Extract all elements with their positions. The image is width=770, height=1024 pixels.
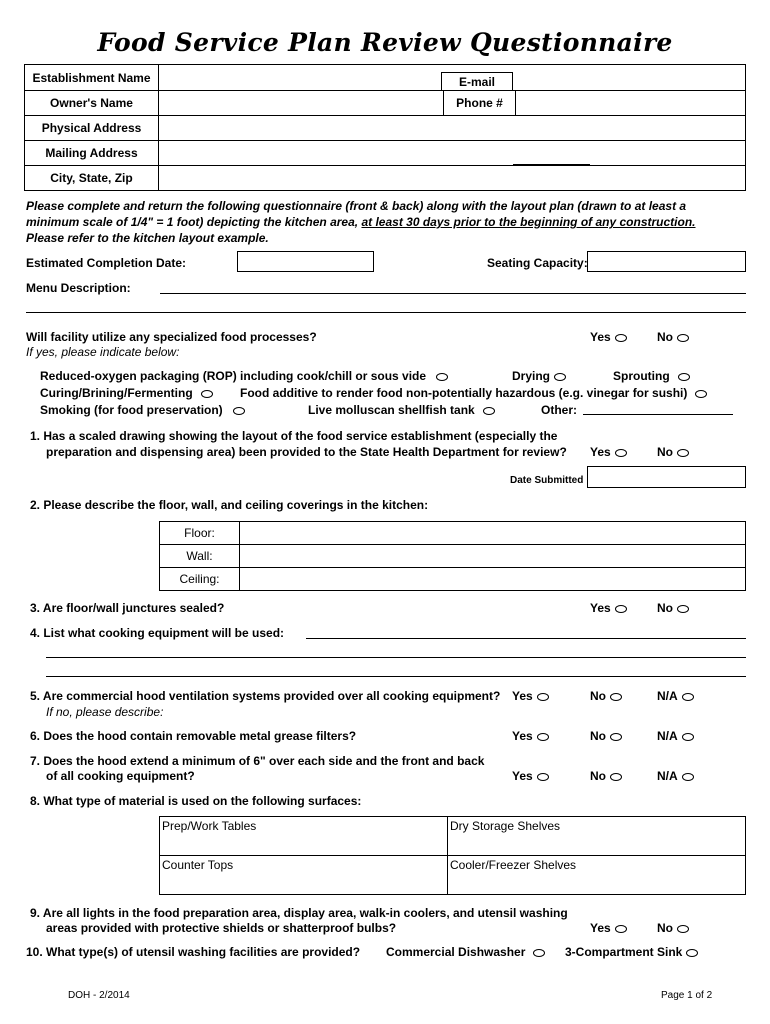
estimated-completion-field[interactable] xyxy=(237,251,374,272)
q5-text: 5. Are commercial hood ventilation systems provided over all cooking equipment? xyxy=(30,689,501,703)
phone-field[interactable] xyxy=(516,91,746,116)
mailing-address-field[interactable] xyxy=(159,141,746,166)
specialized-yes-radio[interactable] xyxy=(615,334,627,342)
molluscan-radio[interactable] xyxy=(483,407,495,415)
q10-text: 10. What type(s) of utensil washing facilities are provided? xyxy=(26,945,361,959)
q7-line1: 7. Does the hood extend a minimum of 6" over each side and the front and back xyxy=(30,754,485,768)
q9-yes[interactable] xyxy=(590,921,627,935)
specialized-no-label: No xyxy=(657,330,673,344)
q10-sink-radio[interactable] xyxy=(686,949,698,957)
instructions-deadline: at least 30 days prior to the beginning of any construction. xyxy=(361,215,696,229)
coverings-table xyxy=(159,521,746,591)
instructions-line2a: minimum scale of 1/4" = 1 foot) depicting the kitchen area, xyxy=(26,215,359,229)
floor-label: Floor: xyxy=(160,522,240,545)
surfaces-table xyxy=(159,816,746,895)
q5-na[interactable] xyxy=(657,689,694,703)
q9-line2: areas provided with protective shields or shatterproof bulbs? xyxy=(46,921,397,935)
q6-no-radio[interactable] xyxy=(610,733,622,741)
other-field[interactable] xyxy=(583,414,733,415)
q10-dishwasher-radio[interactable] xyxy=(533,949,545,957)
menu-description-label: Menu Description: xyxy=(26,281,131,295)
specialized-hint: If yes, please indicate below: xyxy=(26,345,180,359)
q1-yes[interactable] xyxy=(590,445,627,459)
drying-label: Drying xyxy=(512,369,551,383)
smoking-label: Smoking (for food preservation) xyxy=(40,403,223,417)
q3-no-label: No xyxy=(657,601,673,615)
phone-label: Phone # xyxy=(444,91,516,116)
smoking-radio[interactable] xyxy=(233,407,245,415)
mailing-address-label: Mailing Address xyxy=(25,141,159,166)
q5-yes[interactable] xyxy=(512,689,549,703)
q7-yes-label: Yes xyxy=(512,769,533,783)
q5-hint: If no, please describe: xyxy=(46,705,164,719)
q7-na[interactable] xyxy=(657,769,694,783)
q3-no-radio[interactable] xyxy=(677,605,689,613)
additive-option[interactable] xyxy=(240,386,707,400)
curing-option[interactable] xyxy=(40,386,213,400)
instructions-line3: Please refer to the kitchen layout example. xyxy=(26,231,269,245)
city-state-zip-label: City, State, Zip xyxy=(25,166,159,191)
q5-no-label: No xyxy=(590,689,606,703)
q6-yes-label: Yes xyxy=(512,729,533,743)
q1-yes-label: Yes xyxy=(590,445,611,459)
ceiling-label: Ceiling: xyxy=(160,568,240,591)
dry-storage-cell[interactable]: Dry Storage Shelves xyxy=(448,817,746,856)
q10-dishwasher[interactable] xyxy=(386,945,545,959)
curing-radio[interactable] xyxy=(201,390,213,398)
q3-text: 3. Are floor/wall junctures sealed? xyxy=(30,601,225,615)
email-label: E-mail xyxy=(458,75,495,89)
date-submitted-label: Date Submitted xyxy=(510,475,584,486)
q7-yes-radio[interactable] xyxy=(537,773,549,781)
menu-description-line-1[interactable] xyxy=(160,293,746,294)
molluscan-label: Live molluscan shellfish tank xyxy=(308,403,475,417)
q1-yes-radio[interactable] xyxy=(615,449,627,457)
q6-no[interactable] xyxy=(590,729,622,743)
specialized-question: Will facility utilize any specialized food processes? xyxy=(26,330,317,344)
seating-capacity-label: Seating Capacity: xyxy=(487,256,588,270)
q5-yes-label: Yes xyxy=(512,689,533,703)
additive-label: Food additive to render food non-potentially hazardous (e.g. vinegar for sushi) xyxy=(240,386,688,400)
q10-sink[interactable] xyxy=(565,945,698,959)
prep-tables-cell[interactable]: Prep/Work Tables xyxy=(160,817,448,856)
q7-na-radio[interactable] xyxy=(682,773,694,781)
rop-radio[interactable] xyxy=(436,373,448,381)
date-submitted-field[interactable] xyxy=(587,466,746,488)
q7-no-label: No xyxy=(590,769,606,783)
q3-yes[interactable] xyxy=(590,601,627,615)
drying-option[interactable] xyxy=(512,369,566,383)
q6-na-label: N/A xyxy=(657,729,678,743)
q10-dishwasher-label: Commercial Dishwasher xyxy=(386,945,526,959)
smoking-option[interactable] xyxy=(40,403,245,417)
cooler-shelves-cell[interactable]: Cooler/Freezer Shelves xyxy=(448,856,746,895)
q6-na-radio[interactable] xyxy=(682,733,694,741)
q4-text: 4. List what cooking equipment will be used: xyxy=(30,626,285,640)
sprouting-radio[interactable] xyxy=(678,373,690,381)
q8-text: 8. What type of material is used on the following surfaces: xyxy=(30,794,362,808)
header-table xyxy=(24,64,746,191)
additive-radio[interactable] xyxy=(695,390,707,398)
owners-name-label: Owner's Name xyxy=(25,91,159,116)
physical-address-field[interactable] xyxy=(159,116,746,141)
q6-text: 6. Does the hood contain removable metal grease filters? xyxy=(30,729,357,743)
q3-no[interactable] xyxy=(657,601,689,615)
sprouting-option[interactable] xyxy=(613,369,690,383)
q5-na-label: N/A xyxy=(657,689,678,703)
establishment-name-label: Establishment Name xyxy=(25,65,159,91)
q9-line1: 9. Are all lights in the food preparation area, display area, walk-in coolers, and utensil washing xyxy=(30,906,568,920)
instructions-line2 xyxy=(26,214,746,230)
q1-no-radio[interactable] xyxy=(677,449,689,457)
counter-tops-cell[interactable]: Counter Tops xyxy=(160,856,448,895)
footer-doc-id: DOH - 2/2014 xyxy=(68,990,130,1001)
q9-no[interactable] xyxy=(657,921,689,935)
email-field[interactable] xyxy=(513,90,746,91)
q1-no-label: No xyxy=(657,445,673,459)
q6-no-label: No xyxy=(590,729,606,743)
seating-capacity-field[interactable] xyxy=(587,251,746,272)
q1-line2: preparation and dispensing area) been provided to the State Health Department for review? xyxy=(46,445,567,459)
curing-label: Curing/Brining/Fermenting xyxy=(40,386,193,400)
q5-na-radio[interactable] xyxy=(682,693,694,701)
q4-line-2[interactable] xyxy=(46,657,746,658)
specialized-yes-label: Yes xyxy=(590,330,611,344)
q7-no-radio[interactable] xyxy=(610,773,622,781)
wall-label: Wall: xyxy=(160,545,240,568)
q9-no-label: No xyxy=(657,921,673,935)
rop-option[interactable] xyxy=(40,369,448,383)
q6-yes-radio[interactable] xyxy=(537,733,549,741)
rop-label: Reduced-oxygen packaging (ROP) including cook/chill or sous vide xyxy=(40,369,427,383)
specialized-no[interactable] xyxy=(657,330,689,344)
physical-address-label: Physical Address xyxy=(25,116,159,141)
instructions-line1: Please complete and return the following questionnaire (front & back) along with the layout plan (drawn to at least a xyxy=(26,199,687,213)
q7-yes[interactable] xyxy=(512,769,549,783)
footer-page-number: Page 1 of 2 xyxy=(661,990,713,1001)
mailing-extra-line xyxy=(513,164,590,165)
specialized-no-radio[interactable] xyxy=(677,334,689,342)
specialized-yes[interactable] xyxy=(590,330,627,344)
wall-field[interactable] xyxy=(240,545,746,568)
q5-no-radio[interactable] xyxy=(610,693,622,701)
q3-yes-label: Yes xyxy=(590,601,611,615)
owners-name-field[interactable] xyxy=(159,91,444,116)
page-title: Food Service Plan Review Questionnaire xyxy=(97,28,673,57)
q6-na[interactable] xyxy=(657,729,694,743)
sprouting-label: Sprouting xyxy=(613,369,670,383)
drying-radio[interactable] xyxy=(554,373,566,381)
q6-yes[interactable] xyxy=(512,729,549,743)
q4-line-3[interactable] xyxy=(46,676,746,677)
q1-no[interactable] xyxy=(657,445,689,459)
q10-sink-label: 3-Compartment Sink xyxy=(565,945,683,959)
menu-description-line-2[interactable] xyxy=(26,312,746,313)
floor-field[interactable] xyxy=(240,522,746,545)
q7-line2: of all cooking equipment? xyxy=(46,769,195,783)
q3-yes-radio[interactable] xyxy=(615,605,627,613)
ceiling-field[interactable] xyxy=(240,568,746,591)
q9-yes-label: Yes xyxy=(590,921,611,935)
q5-yes-radio[interactable] xyxy=(537,693,549,701)
q5-no[interactable] xyxy=(590,689,622,703)
other-label: Other: xyxy=(541,403,577,417)
q9-yes-radio[interactable] xyxy=(615,925,627,933)
molluscan-option[interactable] xyxy=(308,403,495,417)
estimated-completion-label: Estimated Completion Date: xyxy=(26,256,187,270)
q9-no-radio[interactable] xyxy=(677,925,689,933)
q1-line1: 1. Has a scaled drawing showing the layout of the food service establishment (especially the xyxy=(30,429,558,443)
q7-na-label: N/A xyxy=(657,769,678,783)
city-state-zip-field[interactable] xyxy=(159,166,746,191)
instructions xyxy=(26,198,746,246)
q7-no[interactable] xyxy=(590,769,622,783)
q4-line-1[interactable] xyxy=(306,638,746,639)
q2-text: 2. Please describe the floor, wall, and ceiling coverings in the kitchen: xyxy=(30,498,429,512)
